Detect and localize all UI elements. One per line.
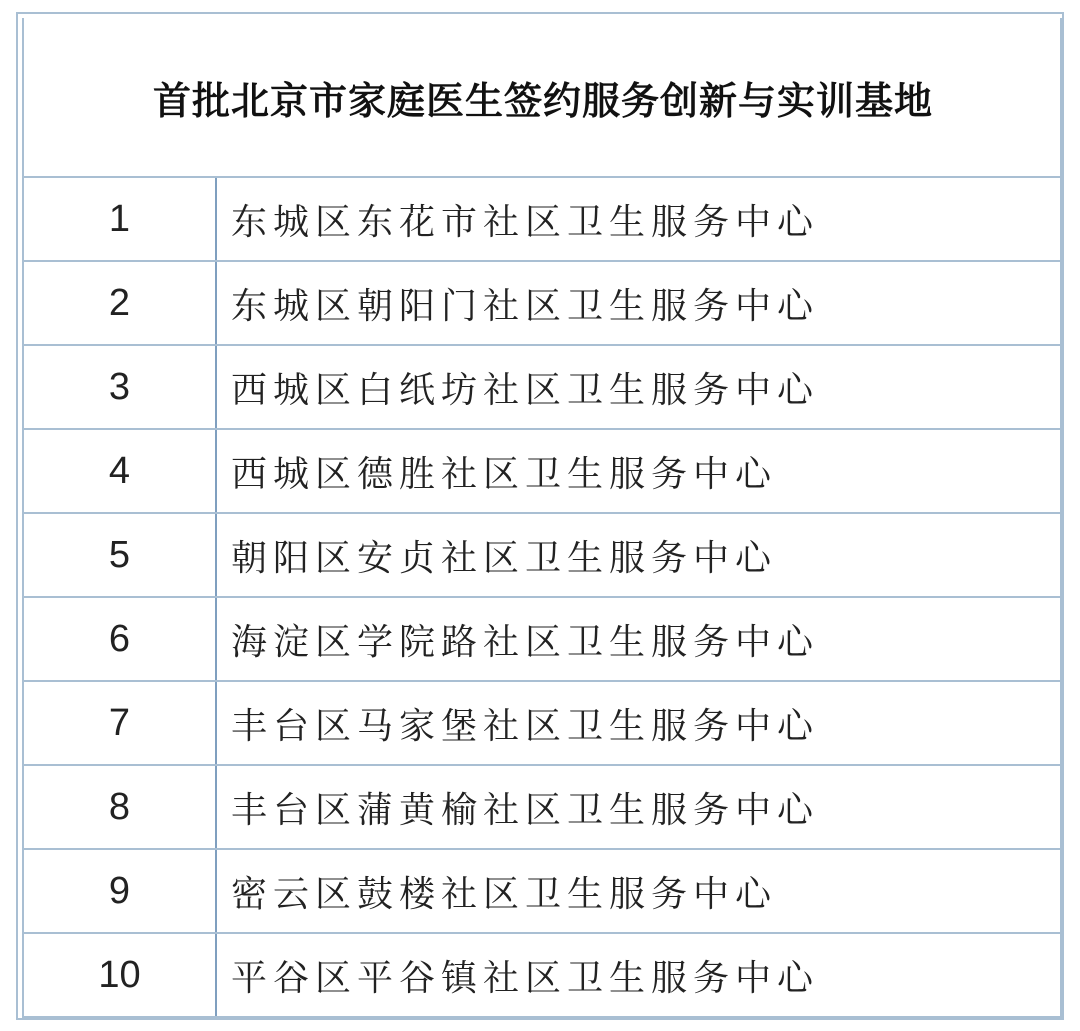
center-name: 西城区德胜社区卫生服务中心	[231, 453, 778, 495]
table-row	[24, 262, 1060, 346]
table-row	[24, 178, 1060, 262]
center-name: 丰台区马家堡社区卫生服务中心	[231, 705, 820, 747]
row-number: 7	[24, 682, 217, 764]
table-row	[24, 598, 1060, 682]
table-title-cell	[22, 18, 1062, 178]
table-row	[24, 682, 1060, 766]
table-row	[24, 346, 1060, 430]
center-name: 丰台区蒲黄榆社区卫生服务中心	[231, 789, 820, 831]
table-title: 首批北京市家庭医生签约服务创新与实训基地	[152, 78, 933, 123]
row-number: 1	[24, 178, 217, 260]
row-number: 2	[24, 262, 217, 344]
center-name: 东城区东花市社区卫生服务中心	[231, 201, 820, 243]
row-number: 8	[24, 766, 217, 848]
table-row	[24, 430, 1060, 514]
center-name: 朝阳区安贞社区卫生服务中心	[231, 537, 778, 579]
table-row	[24, 850, 1060, 934]
base-list-table	[22, 178, 1062, 1018]
center-name: 海淀区学院路社区卫生服务中心	[231, 621, 820, 663]
row-number: 9	[24, 850, 217, 932]
center-name: 西城区白纸坊社区卫生服务中心	[231, 369, 820, 411]
center-name: 东城区朝阳门社区卫生服务中心	[231, 285, 820, 327]
table-row	[24, 766, 1060, 850]
row-number: 5	[24, 514, 217, 596]
row-number: 6	[24, 598, 217, 680]
row-number: 3	[24, 346, 217, 428]
row-number: 4	[24, 430, 217, 512]
center-name: 密云区鼓楼社区卫生服务中心	[231, 873, 778, 915]
row-number: 10	[24, 934, 217, 1016]
table-row	[24, 514, 1060, 598]
table-row	[24, 934, 1060, 1018]
center-name: 平谷区平谷镇社区卫生服务中心	[231, 957, 820, 999]
